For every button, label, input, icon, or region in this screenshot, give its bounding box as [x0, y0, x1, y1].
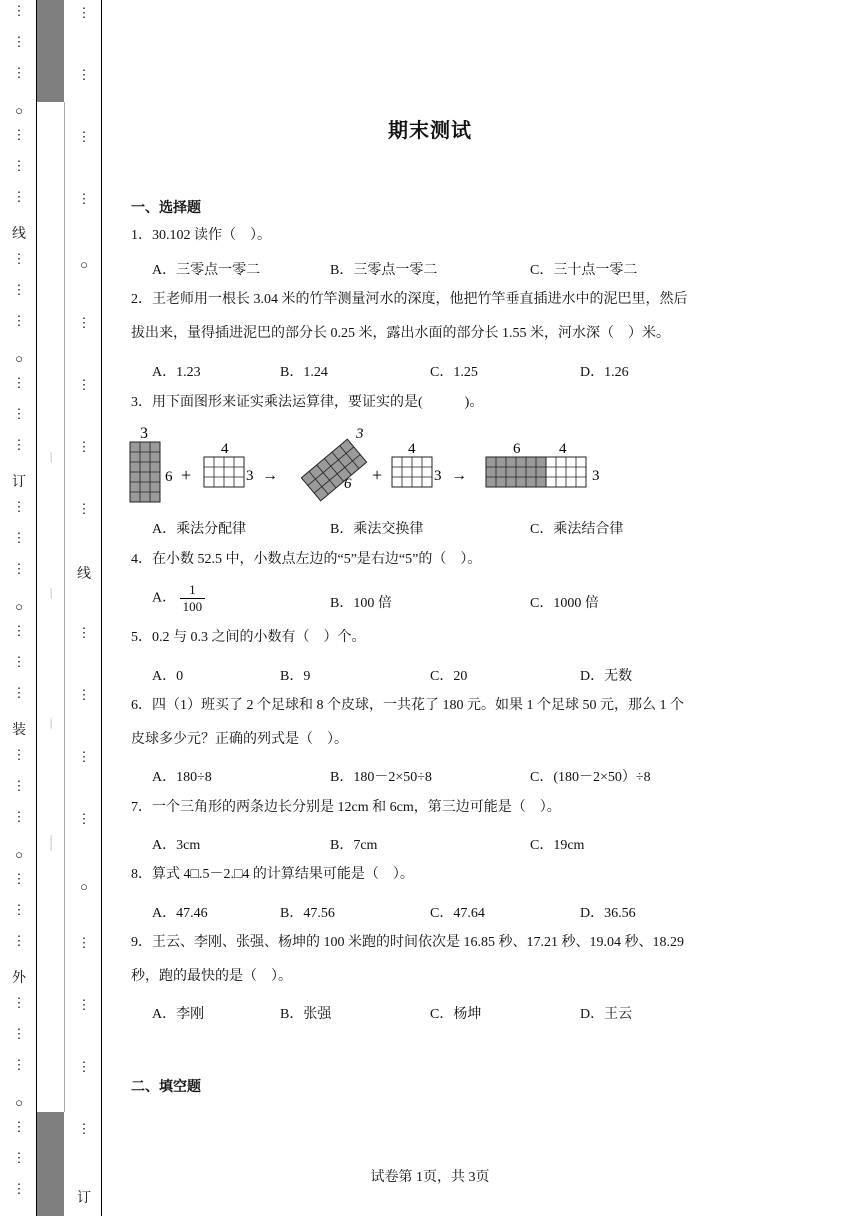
option-c: C．20: [430, 669, 468, 684]
dots-mark: ⋮: [12, 34, 26, 49]
fraction-numerator: 1: [180, 582, 206, 599]
question-text: 3．用下面图形来证实乘法运算律，要证实的是( )。: [131, 395, 484, 410]
dots-mark: ⋮: [12, 65, 26, 80]
margin-label: 订: [77, 1191, 91, 1206]
dots-mark: ⋮: [12, 623, 26, 638]
dots-mark: ⋮: [12, 902, 26, 917]
margin-gray-top: [37, 0, 64, 102]
grid-combined: [486, 457, 586, 487]
dots-mark: ⋮: [12, 778, 26, 793]
option-a: A．3cm: [152, 838, 201, 853]
question-text: 4．在小数 52.5 中，小数点左边的“5”是右边“5”的（ ）。: [131, 552, 482, 567]
dots-mark: ⋮: [12, 747, 26, 762]
option-b: B．47.56: [280, 906, 335, 921]
dots-mark: ⋮: [12, 499, 26, 514]
page-title: 期末测试: [388, 118, 472, 142]
margin-label: 装: [12, 723, 26, 738]
figure-label: 3: [434, 468, 442, 484]
option-d: D．王云: [580, 1007, 633, 1022]
question-text-line1: 9．王云、李刚、张强、杨坤的 100 米跑的时间依次是 16.85 秒、17.21 秒、19.04 秒、18.29: [131, 935, 684, 950]
margin-label: 线: [12, 227, 26, 242]
option-a-label: A．: [152, 590, 177, 606]
dots-mark: ⋮: [77, 439, 91, 454]
question-3: [131, 386, 741, 420]
option-c: C．1.25: [430, 365, 478, 380]
option-b: B．张强: [280, 1007, 332, 1022]
dots-mark: ⋮: [12, 251, 26, 266]
dots-mark: ⋮: [12, 685, 26, 700]
dots-mark: ⋮: [77, 67, 91, 82]
figure-label: +: [372, 465, 383, 485]
option-c: C．杨坤: [430, 1007, 482, 1022]
question-text: 5．0.2 与 0.3 之间的小数有（ ）个。: [131, 630, 366, 645]
dots-mark: ⋮: [12, 1150, 26, 1165]
question-1: [131, 219, 741, 253]
figure-label: 6: [513, 441, 521, 457]
page-footer: 试卷第 1页，共 3页: [370, 1170, 490, 1185]
dots-mark: ⋮: [12, 1119, 26, 1134]
question-text: 8．算式 4□.5－2.□4 的计算结果可能是（ ）。: [131, 867, 414, 882]
dots-mark: ⋮: [77, 315, 91, 330]
option-d: D．1.26: [580, 365, 629, 380]
dots-mark: ⋮: [77, 377, 91, 392]
grid-rotated-gray: [301, 439, 366, 501]
dots-mark: ⋮: [12, 1181, 26, 1196]
margin-line-mid: [64, 102, 65, 1112]
question-7: [131, 791, 741, 825]
option-a: A．李刚: [152, 1007, 205, 1022]
question-text-line2: 皮球多少元？正确的列式是（ ）。: [131, 732, 348, 747]
question-6: [131, 689, 741, 757]
question-2: [131, 283, 741, 351]
figure-label: 6: [165, 469, 173, 485]
margin-label: 订: [12, 475, 26, 490]
dots-mark: ⋮: [12, 933, 26, 948]
question-text: 7．一个三角形的两条边长分别是 12cm 和 6cm，第三边可能是（ ）。: [131, 800, 561, 815]
option-a: A．乘法分配律: [152, 522, 247, 537]
grid-4x3-white-2: [392, 457, 432, 487]
option-a: A．47.46: [152, 906, 208, 921]
faint-mark: ┄┄: [46, 452, 56, 463]
arrow-glyph: →: [262, 467, 278, 484]
figure-label: 3: [592, 468, 600, 484]
option-b: B．7cm: [330, 838, 378, 853]
arrow-glyph: →: [451, 467, 467, 484]
dots-mark: ⋮: [12, 282, 26, 297]
question-text-line1: 6．四（1）班买了 2 个足球和 8 个皮球，一共花了 180 元。如果 1 个足球 50 元，那么 1 个: [131, 698, 684, 713]
dots-mark: ⋮: [12, 3, 26, 18]
margin-label: 外: [12, 971, 26, 986]
dots-mark: ⋮: [12, 1057, 26, 1072]
dots-mark: ⋮: [12, 158, 26, 173]
dots-mark: ⋮: [77, 625, 91, 640]
figure-label: 4: [559, 441, 567, 457]
dots-mark: ⋮: [12, 437, 26, 452]
fraction: [180, 582, 206, 615]
figure-label: 6: [344, 476, 352, 492]
option-b: B．9: [280, 669, 311, 684]
circle-mark: ○: [15, 351, 23, 366]
faint-mark: ┄┄: [46, 588, 56, 599]
dots-mark: ⋮: [77, 687, 91, 702]
question-8: [131, 858, 741, 892]
circle-mark: ○: [15, 847, 23, 862]
dots-mark: ⋮: [12, 375, 26, 390]
faint-mark: ┄┄┄: [46, 835, 56, 852]
dots-mark: ⋮: [12, 189, 26, 204]
option-c: C．乘法结合律: [530, 522, 624, 537]
fraction-denominator: 100: [182, 599, 203, 614]
option-c: C．47.64: [430, 906, 485, 921]
option-a: [152, 582, 205, 615]
option-b: B．1.24: [280, 365, 328, 380]
section-heading-choice: 一、选择题: [131, 200, 201, 216]
question-text-line2: 拔出来，量得插进泥巴的部分长 0.25 米，露出水面的部分长 1.55 米，河水深（ ）米。: [131, 326, 670, 341]
dots-mark: ⋮: [12, 313, 26, 328]
section-heading-fill: 二、填空题: [131, 1079, 201, 1095]
circle-mark: ○: [80, 257, 88, 272]
faint-mark: ┄┄: [46, 718, 56, 729]
option-d: D．36.56: [580, 906, 636, 921]
option-c: C．19cm: [530, 838, 585, 853]
circle-mark: ○: [15, 599, 23, 614]
figure-label: 3: [246, 468, 254, 484]
dots-mark: ⋮: [12, 809, 26, 824]
dots-mark: ⋮: [12, 1026, 26, 1041]
option-a: A．三零点一零二: [152, 263, 261, 278]
dots-mark: ⋮: [12, 561, 26, 576]
figure-label: 4: [221, 441, 229, 457]
option-a: A．180÷8: [152, 770, 212, 785]
margin-gray-bottom: [37, 1112, 64, 1216]
figure-label: 4: [408, 441, 416, 457]
option-d: D．无数: [580, 669, 633, 684]
circle-mark: ○: [15, 103, 23, 118]
dots-mark: ⋮: [77, 129, 91, 144]
dots-mark: ⋮: [12, 654, 26, 669]
question-5: [131, 621, 741, 655]
dots-mark: ⋮: [77, 191, 91, 206]
dots-mark: ⋮: [77, 501, 91, 516]
option-b: B．100 倍: [330, 596, 392, 611]
margin-label: 线: [77, 567, 91, 582]
dots-mark: ⋮: [77, 997, 91, 1012]
figure-label: 3: [356, 426, 364, 442]
dots-mark: ⋮: [12, 871, 26, 886]
option-b: B．三零点一零二: [330, 263, 438, 278]
circle-mark: ○: [80, 879, 88, 894]
option-c: C．1000 倍: [530, 596, 599, 611]
dots-mark: ⋮: [77, 749, 91, 764]
grid-3x6-gray: [130, 442, 160, 502]
dots-mark: ⋮: [12, 530, 26, 545]
option-a: A．1.23: [152, 365, 201, 380]
figure-label: +: [181, 465, 192, 485]
question-text: 1．30.102 读作（ ）。: [131, 228, 271, 243]
dots-mark: ⋮: [12, 127, 26, 142]
grid-4x3-white: [204, 457, 244, 487]
question-9: [131, 926, 741, 994]
dots-mark: ⋮: [77, 1121, 91, 1136]
dots-mark: ⋮: [77, 935, 91, 950]
dots-mark: ⋮: [77, 5, 91, 20]
multiplication-law-figure: [124, 420, 614, 510]
dots-mark: ⋮: [77, 811, 91, 826]
dots-mark: ⋮: [12, 406, 26, 421]
circle-mark: ○: [15, 1095, 23, 1110]
option-b: B．180－2×50÷8: [330, 770, 432, 785]
option-b: B．乘法交换律: [330, 522, 424, 537]
question-text-line2: 秒，跑的最快的是（ ）。: [131, 969, 292, 984]
option-c: C．(180－2×50）÷8: [530, 770, 651, 785]
option-c: C．三十点一零二: [530, 263, 638, 278]
option-a: A．0: [152, 669, 184, 684]
question-4: [131, 543, 741, 577]
question-text-line1: 2．王老师用一根长 3.04 米的竹竿测量河水的深度，他把竹竿垂直插进水中的泥巴里，然后: [131, 292, 688, 307]
dots-mark: ⋮: [77, 1059, 91, 1074]
margin-line-inner: [101, 0, 102, 1216]
dots-mark: ⋮: [12, 995, 26, 1010]
figure-label: 3: [140, 425, 148, 442]
margin-line-outer: [36, 0, 37, 1216]
